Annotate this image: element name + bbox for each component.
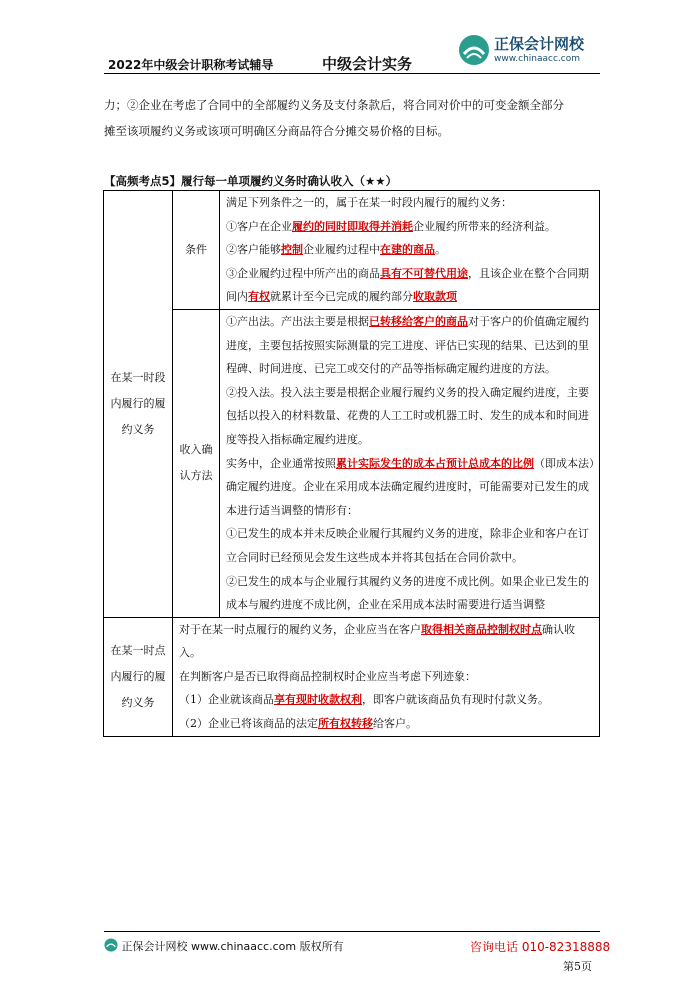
adjustment-1: ①已发生的成本并未反映企业履行其履约义务的进度，除非企业和客户在订立合同时已经预见会发生这些成本并将其包括在合同价款中。 bbox=[226, 527, 589, 564]
section-title: 【高频考点5】履行每一单项履约义务时确认收入（★★） bbox=[104, 174, 398, 188]
footer-copyright: 正保会计网校 www.chinaacc.com 版权所有 bbox=[121, 940, 344, 953]
header-divider bbox=[104, 73, 600, 74]
intro-paragraph bbox=[104, 92, 600, 144]
intro-line-1: 力；②企业在考虑了合同中的全部履约义务及支付条款后，将合同对价中的可变金额全部分 bbox=[104, 98, 564, 112]
footer-divider bbox=[104, 931, 600, 932]
logo-name: 正保会计网校 bbox=[494, 35, 585, 53]
condition-2: ②客户能够控制企业履约过程中在建的商品。 bbox=[226, 243, 446, 257]
footer-left bbox=[104, 938, 344, 954]
chinaacc-logo-icon bbox=[458, 34, 490, 66]
method-input: ②投入法。投入法主要是根据企业履行履约义务的投入确定履约进度，主要包括以投入的材料数量、花费的人工工时或机器工时、发生的成本和时间进度等投入指标确定履约进度。 bbox=[226, 385, 589, 446]
adjustment-2: ②已发生的成本与企业履行其履约义务的进度不成比例。如果企业已发生的成本与履约进度不成比例，企业在采用成本法时需要进行适当调整 bbox=[226, 574, 589, 612]
methods-cell bbox=[220, 309, 600, 617]
chinaacc-logo-icon bbox=[104, 938, 118, 952]
condition-1: ①客户在企业履约的同时即取得并消耗企业履约所带来的经济利益。 bbox=[226, 219, 556, 233]
method-practice: 实务中，企业通常按照累计实际发生的成本占预计总成本的比例（即成本法）确定履约进度。企业在采用成本法确定履约进度时，可能需要对已发生的成本进行适当调整的情形有： bbox=[226, 456, 595, 517]
header-left-text: 2022年中级会计职称考试辅导 bbox=[108, 58, 274, 72]
point-content-cell bbox=[173, 617, 600, 736]
conditions-intro: 满足下列条件之一的，属于在某一时段内履行的履约义务： bbox=[226, 196, 512, 209]
revenue-recognition-table bbox=[103, 190, 600, 737]
point-line-1: 对于在某一时点履行的履约义务，企业应当在客户取得相关商品控制权时点确认收入。 bbox=[179, 622, 575, 660]
condition-label-cell: 条件 bbox=[173, 191, 220, 310]
intro-line-2: 摊至该项履约义务或该项可明确区分商品符合分摊交易价格的目标。 bbox=[104, 124, 449, 138]
condition-3: ③企业履约过程中所产出的商品具有不可替代用途，且该企业在整个合同期间内有权就累计至今已完成的履约部分收取款项 bbox=[226, 266, 589, 304]
period-label-cell: 在某一时段内履行的履约义务 bbox=[104, 191, 173, 618]
point-line-3: （1）企业就该商品享有现时收款权利，即客户就该商品负有现时付款义务。 bbox=[179, 693, 549, 707]
logo-url: www.chinaacc.com bbox=[494, 54, 580, 64]
point-label-cell: 在某一时点内履行的履约义务 bbox=[104, 617, 173, 736]
table-row bbox=[104, 191, 600, 310]
method-label-cell: 收入确认方法 bbox=[173, 309, 220, 617]
point-line-2: 在判断客户是否已取得商品控制权时企业应当考虑下列迹象： bbox=[179, 669, 476, 683]
conditions-cell bbox=[220, 191, 600, 310]
table-row bbox=[104, 617, 600, 736]
method-output: ①产出法。产出法主要是根据已转移给客户的商品对于客户的价值确定履约进度，主要包括按照实际测量的完工进度、评估已实现的结果、已达到的里程碑、时间进度、已完工或交付的产品等指标确定履约进度的方法。 bbox=[226, 314, 589, 376]
header-center-text: 中级会计实务 bbox=[322, 55, 413, 73]
footer-phone: 咨询电话 010-82318888 bbox=[470, 940, 611, 954]
page-number: 第5页 bbox=[563, 960, 592, 973]
table-row bbox=[104, 309, 600, 617]
point-line-4: （2）企业已将该商品的法定所有权转移给客户。 bbox=[179, 717, 417, 731]
header-logo bbox=[458, 30, 608, 72]
